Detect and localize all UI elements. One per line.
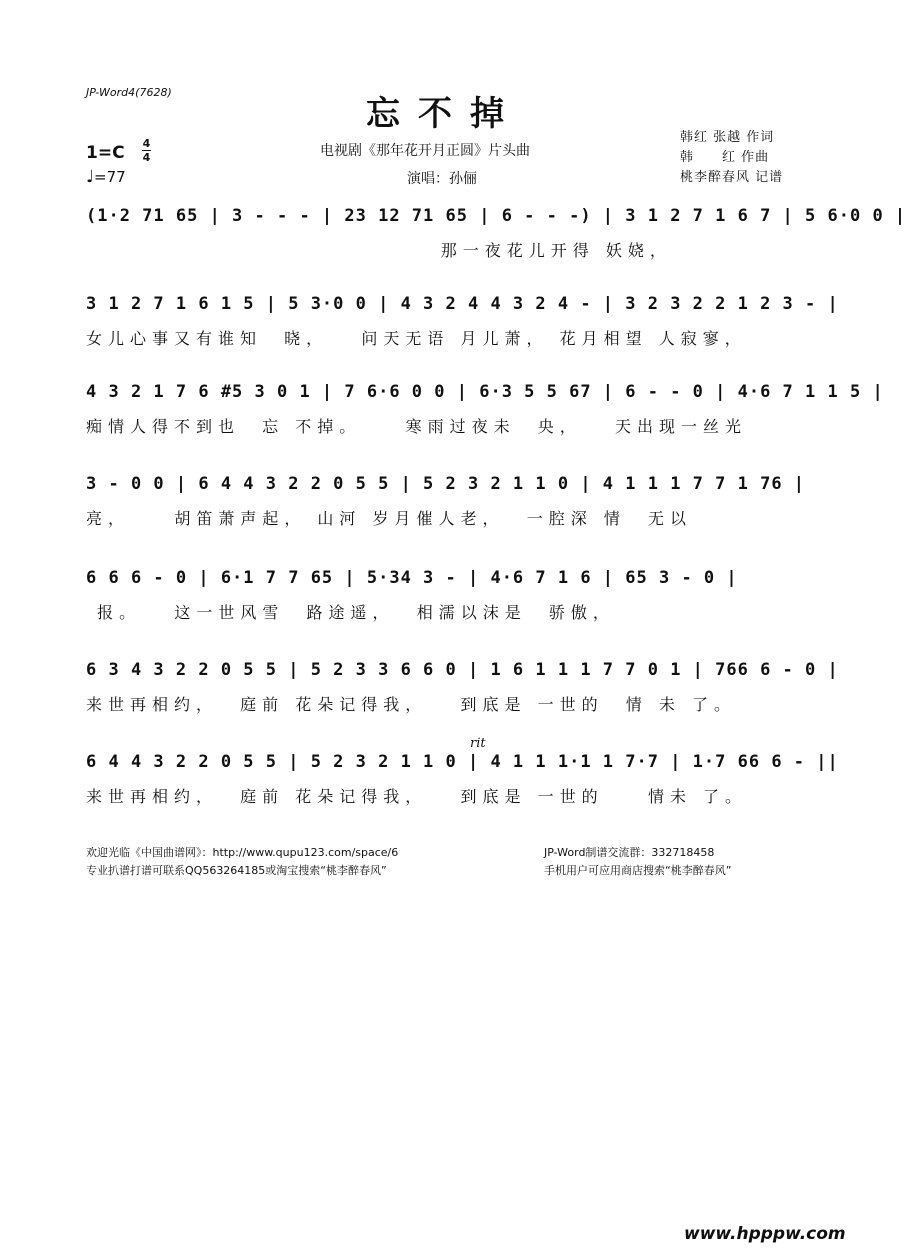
lyricist-credit: 韩红 张越 作词	[680, 130, 775, 145]
notation-row-6: 6 3 4 3 2 2 0 5 5 | 5 2 3 3 6 6 0 | 1 6 1 1 1 7 7 0 1 | 766 6 - 0 |	[86, 660, 839, 680]
app-label: JP-Word4(7628)	[86, 86, 172, 99]
notation-row-3: 4 3 2 1 7 6 #5 3 0 1 | 7 6·6 0 0 | 6·3 5 5 67 | 6 - - 0 | 4·6 7 1 1 5 |	[86, 382, 884, 402]
tempo-marking	[86, 167, 126, 187]
lyric-row-6: 来世再相约， 庭前 花朵记得我， 到底是 一世的 情 未 了。	[86, 695, 736, 714]
tempo-value: =77	[94, 168, 126, 186]
footer-group: JP-Word制谱交流群：332718458	[544, 846, 715, 859]
lyric-row-4: 亮， 胡笛萧声起， 山河 岁月催人老， 一腔深 情 无以	[86, 509, 692, 528]
time-signature	[142, 138, 151, 163]
ritardando-mark: rit	[470, 736, 486, 751]
lyric-row-2: 女儿心事又有谁知 晓， 问天无语 月儿萧， 花月相望 人寂寥，	[86, 329, 747, 348]
song-subtitle: 电视剧《那年花开月正圆》片头曲	[320, 143, 530, 159]
singer-credit: 演唱：孙俪	[407, 171, 477, 187]
lyric-row-7: 来世再相约， 庭前 花朵记得我， 到底是 一世的 情未 了。	[86, 787, 748, 806]
watermark: www.hpppw.com	[684, 1224, 846, 1244]
notation-row-5: 6 6 6 - 0 | 6·1 7 7 65 | 5·34 3 - | 4·6 7 1 6 | 65 3 - 0 |	[86, 568, 738, 588]
notation-row-1: (1·2 71 65 | 3 - - - | 23 12 71 65 | 6 - - -) | 3 1 2 7 1 6 7 | 5 6·0 0 |	[86, 206, 906, 226]
key-signature: 1=C	[86, 143, 125, 163]
time-signature-top: 4	[142, 137, 151, 150]
time-signature-bottom: 4	[142, 151, 151, 164]
footer-website: 欢迎光临《中国曲谱网》：http://www.qupu123.com/space/6	[86, 846, 399, 859]
footer-contact: 专业扒谱打谱可联系QQ563264185或淘宝搜索“桃李醉春风”	[86, 864, 387, 877]
lyric-row-1: 那一夜花儿开得 妖娆，	[86, 241, 672, 260]
lyric-row-5: 报。 这一世风雪 路途遥， 相濡以沫是 骄傲，	[86, 603, 615, 622]
lyric-row-3: 痴情人得不到也 忘 不掉。 寒雨过夜未 央， 天出现一丝光	[86, 417, 748, 436]
quarter-note-icon: ♩	[86, 167, 95, 187]
composer-credit: 韩 红 作曲	[680, 150, 770, 165]
song-title: 忘不掉	[366, 94, 522, 134]
notation-row-4: 3 - 0 0 | 6 4 4 3 2 2 0 5 5 | 5 2 3 2 1 1 0 | 4 1 1 1 7 7 1 76 |	[86, 474, 806, 494]
footer-mobile: 手机用户可应用商店搜索“桃李醉春风”	[544, 864, 732, 877]
notation-row-7: 6 4 4 3 2 2 0 5 5 | 5 2 3 2 1 1 0 | 4 1 1 1·1 1 7·7 | 1·7 66 6 - ||	[86, 752, 839, 772]
transcriber-credit: 桃李醉春风 记谱	[680, 170, 784, 185]
notation-row-2: 3 1 2 7 1 6 1 5 | 5 3·0 0 | 4 3 2 4 4 3 2 4 - | 3 2 3 2 2 1 2 3 - |	[86, 294, 839, 314]
